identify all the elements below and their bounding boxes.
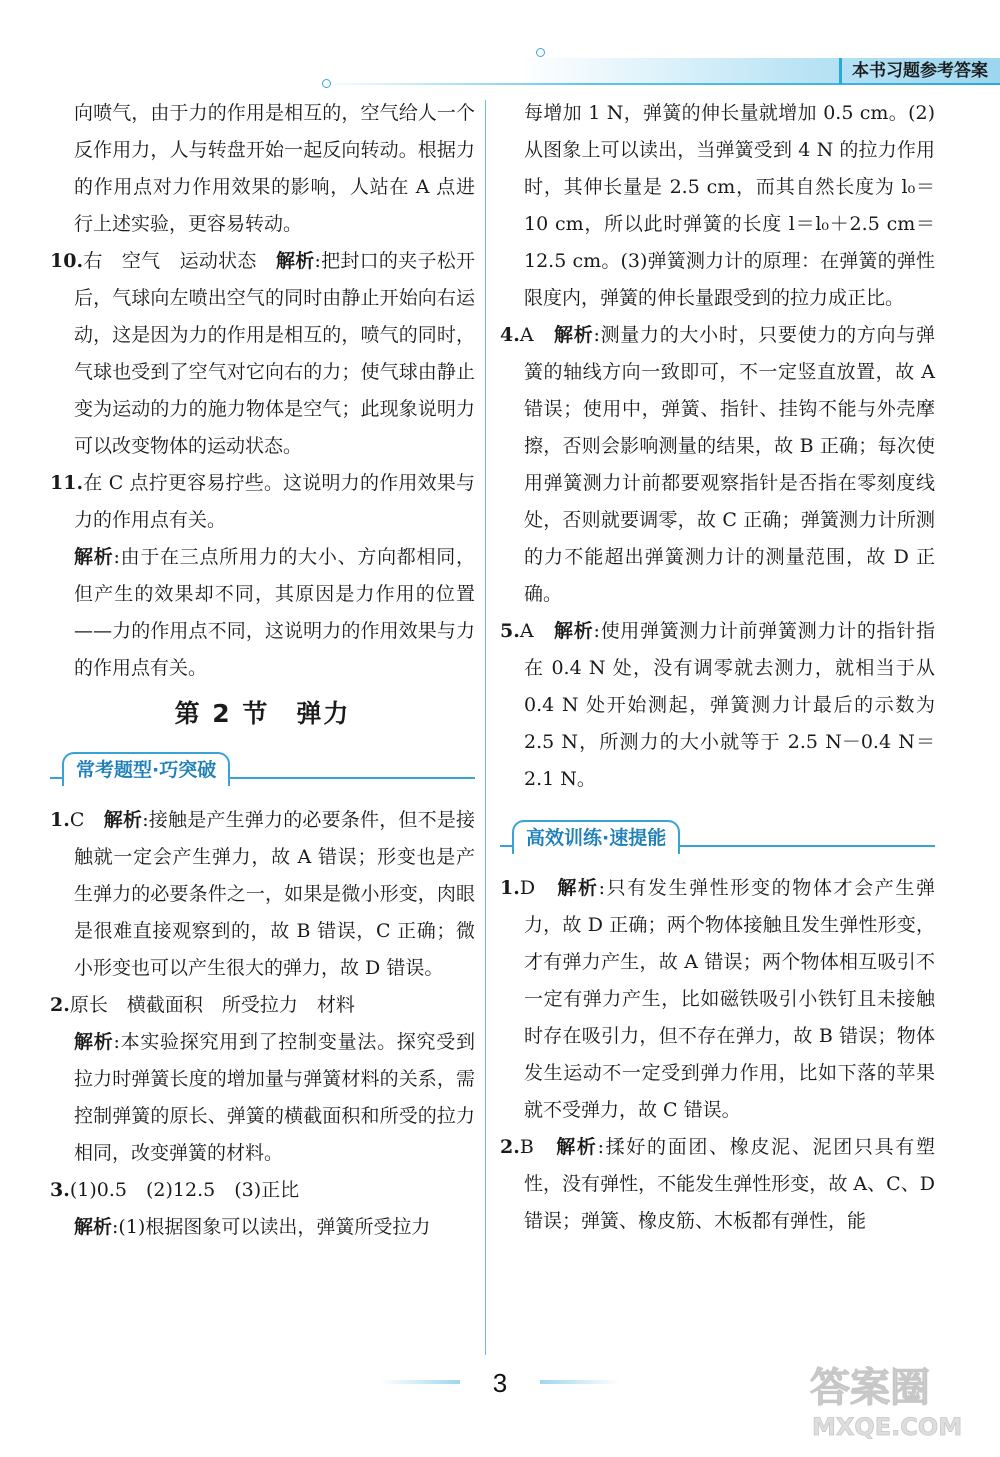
- analysis-text: :测量力的大小时，只要使力的方向与弹簧的轴线方向一致即可，不一定竖直放置，故 A 错误；使用中，弹簧、指针、挂钩不能与外壳摩擦，否则会影响测量的结果，故 B 正确；每次使用弹簧测力计前都要观察指针是否指在零刻度线处，否则就要调零，故 C 正确；弹簧测力计所测的力不能超出弹簧测力计的测量范围，故 D 正确。: [524, 324, 935, 605]
- question-2-analysis: [50, 1024, 475, 1172]
- question-3-analysis-continued: 每增加 1 N，弹簧的伸长量就增加 0.5 cm。(2)从图象上可以读出，当弹簧受到 4 N 的拉力作用时，其伸长量是 2.5 cm，而其自然长度为 l₀＝10 cm，所以此时弹簧的长度 l＝l₀＋2.5 cm＝12.5 cm。(3)弹簧测力计的原理：在弹簧的弹性限度内，弹簧的伸长量跟受到的拉力成正比。: [524, 102, 935, 309]
- analysis-text: :由于在三点所用力的大小、方向都相同，但产生的效果却不同，其原因是力作用的位置——力的作用点不同，这说明力的作用效果与力的作用点有关。: [74, 546, 475, 679]
- training-1: 1.D 解析:只有发生弹性形变的物体才会产生弹力，故 D 正确；两个物体接触且发生弹性形变，才有弹力产生，故 A 错误；两个物体相互吸引不一定有弹力产生，比如磁铁吸引小铁钉且未接触时存在吸引力，但不存在弹力，故 B 错误；物体发生运动不一定受到弹力作用，比如下落的苹果就不受弹力，故 C 错误。: [500, 877, 935, 1121]
- question-2: 2.原长 横截面积 所受拉力 材料: [50, 994, 355, 1016]
- analysis-label: 解析: [557, 877, 599, 899]
- answer: 在 C 点拧更容易拧些。这说明力的作用效果与力的作用点有关。: [74, 472, 475, 531]
- training-2: 2.B 解析:揉好的面团、橡皮泥、泥团只具有塑性，没有弹性，不能发生弹性形变，故 A、C、D 错误；弹簧、橡皮筋、木板都有弹性，能: [500, 1136, 935, 1232]
- left-column: [50, 95, 475, 1246]
- analysis-text: :使用弹簧测力计前弹簧测力计的指针指在 0.4 N 处，没有调零就去测力，就相当于从 0.4 N 处开始测起，弹簧测力计最后的示数为 2.5 N，所测力的大小就等于 2.5 N－0.4 N＝2.1 N。: [524, 620, 935, 790]
- analysis-label: 解析: [556, 1136, 598, 1158]
- answer: 右 空气 运动状态: [83, 250, 257, 272]
- watermark-logo: [808, 1355, 978, 1443]
- question-4: 4.A 解析:测量力的大小时，只要使力的方向与弹簧的轴线方向一致即可，不一定竖直放置，故 A 错误；使用中，弹簧、指针、挂钩不能与外壳摩擦，否则会影响测量的结果，故 B 正确；每次使用弹簧测力计前都要观察指针是否指在零刻度线处，否则就要调零，故 C 正确；弹簧测力计所测的力不能超出弹簧测力计的测量范围，故 D 正确。: [500, 324, 935, 605]
- analysis-label: 解析: [74, 546, 114, 568]
- header-circle-icon: [536, 48, 545, 57]
- analysis-label: 解析: [554, 324, 594, 346]
- question-11: 11.在 C 点拧更容易拧些。这说明力的作用效果与力的作用点有关。: [50, 472, 475, 531]
- analysis-text: :接触是产生弹力的必要条件，但不是接触就一定会产生弹力，故 A 错误；形变也是产生弹力的必要条件之一，如果是微小形变，肉眼是很难直接观察到的，故 B 错误，C 正确；微小形变也可以产生很大的弹力，故 D 错误。: [74, 809, 475, 979]
- analysis-label: 解析: [275, 250, 315, 272]
- header-title: 本书习题参考答案: [839, 58, 988, 84]
- answer: 原长 横截面积 所受拉力 材料: [69, 994, 355, 1016]
- page-footer: [380, 1368, 620, 1398]
- svg-text:答案圈: 答案圈: [810, 1365, 930, 1411]
- analysis-label: 解析: [554, 620, 594, 642]
- analysis-text: :本实验探究用到了控制变量法。探究受到拉力时弹簧长度的增加量与弹簧材料的关系，需控制弹簧的原长、弹簧的横截面积和所受的拉力相同，改变弹簧的材料。: [74, 1031, 475, 1164]
- analysis-text: :只有发生弹性形变的物体才会产生弹力，故 D 正确；两个物体接触且发生弹性形变，才有弹力产生，故 A 错误；两个物体相互吸引不一定有弹力产生，比如磁铁吸引小铁钉且未接触时存在吸引力，但不存在弹力，故 B 错误；物体发生运动不一定受到弹力作用，比如下落的苹果就不受弹力，故 C 错误。: [524, 877, 935, 1121]
- right-column: [500, 95, 935, 1240]
- page-number: 3: [492, 1368, 508, 1398]
- continued-answer: 向喷气，由于力的作用是相互的，空气给人一个反作用力，人与转盘开始一起反向转动。根据力的作用点对力作用效果的影响，人站在 A 点进行上述实验，更容易转动。: [74, 102, 475, 235]
- banner-label: 常考题型·巧突破: [62, 752, 230, 786]
- answer: B: [519, 1136, 534, 1158]
- section-banner: [50, 744, 475, 786]
- analysis-text: :(1)根据图象可以读出，弹簧所受拉力: [112, 1216, 431, 1238]
- question-11-analysis: [50, 539, 475, 687]
- analysis-text: :把封口的夹子松开后，气球向左喷出空气的同时由静止开始向右运动，这是因为力的作用是相互的，喷气的同时，气球也受到了空气对它向右的力；使气球由静止变为运动的力的施力物体是空气；此现象说明力可以改变物体的运动状态。: [74, 250, 475, 457]
- analysis-label: 解析: [74, 1031, 114, 1053]
- section-banner: [500, 812, 935, 854]
- question-3-analysis: [50, 1209, 475, 1246]
- answer: A: [519, 324, 534, 346]
- analysis-label: 解析: [103, 809, 143, 831]
- answer: (1)0.5 (2)12.5 (3)正比: [69, 1179, 300, 1201]
- answer: C: [69, 809, 85, 831]
- answer: A: [519, 620, 534, 642]
- section-title: 第 2 节 弹力: [174, 699, 351, 728]
- banner-label: 高效训练·速提能: [512, 820, 680, 854]
- question-10: 10.右 空气 运动状态 解析:把封口的夹子松开后，气球向左喷出空气的同时由静止开始向右运动，这是因为力的作用是相互的，喷气的同时，气球也受到了空气对它向右的力；使气球由静止变为运动的力的施力物体是空气；此现象说明力可以改变物体的运动状态。: [50, 250, 475, 457]
- question-1: 1.C 解析:接触是产生弹力的必要条件，但不是接触就一定会产生弹力，故 A 错误；形变也是产生弹力的必要条件之一，如果是微小形变，肉眼是很难直接观察到的，故 B 错误，C 正确；微小形变也可以产生很大的弹力，故 D 错误。: [50, 809, 475, 979]
- analysis-text: :揉好的面团、橡皮泥、泥团只具有塑性，没有弹性，不能发生弹性形变，故 A、C、D 错误；弹簧、橡皮筋、木板都有弹性，能: [524, 1136, 935, 1232]
- answer: D: [519, 877, 536, 899]
- analysis-label: 解析: [74, 1216, 113, 1238]
- header-circle-icon: [322, 79, 331, 88]
- question-5: 5.A 解析:使用弹簧测力计前弹簧测力计的指针指在 0.4 N 处，没有调零就去测力，就相当于从 0.4 N 处开始测起，弹簧测力计最后的示数为 2.5 N，所测力的大小就等于 2.5 N－0.4 N＝2.1 N。: [500, 620, 935, 790]
- svg-text:MXQE.COM: MXQE.COM: [812, 1413, 963, 1441]
- column-divider: [485, 100, 486, 1355]
- question-3: 3.(1)0.5 (2)12.5 (3)正比: [50, 1179, 300, 1201]
